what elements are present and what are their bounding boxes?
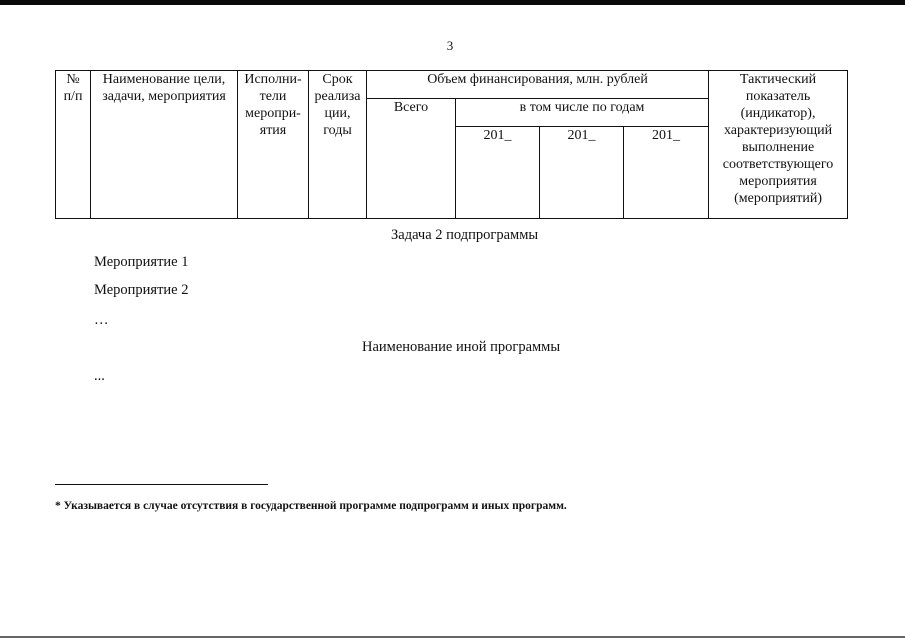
list-item: Мероприятие 2 xyxy=(94,282,189,298)
task-heading: Задача 2 подпрограммы xyxy=(391,227,539,243)
header-year-3: 201_ xyxy=(624,127,709,219)
header-term: Срок реализа ции, годы xyxy=(309,71,367,219)
footnote: * Указывается в случае отсутствия в государственной программе подпрограмм и иных программ. xyxy=(55,500,567,512)
header-executors: Исполни- тели меропри- ятия xyxy=(238,71,309,219)
list-item: ... xyxy=(94,368,105,384)
activities-table xyxy=(55,70,848,219)
header-funding-group: Объем финансирования, млн. рублей xyxy=(367,71,709,99)
scan-edge-bottom xyxy=(0,636,905,638)
header-number: № п/п xyxy=(56,71,91,219)
header-indicator: Тактический показатель (индикатор), характеризующий выполнение соответствующего мероприятия (мероприятий) xyxy=(709,71,848,219)
header-year-2: 201_ xyxy=(540,127,624,219)
header-funding-total: Всего xyxy=(367,99,456,219)
list-item: … xyxy=(94,312,109,328)
table-header-row xyxy=(56,71,848,99)
footnote-divider xyxy=(55,484,268,485)
other-program-heading: Наименование иной программы xyxy=(362,339,561,355)
header-name: Наименование цели, задачи, мероприятия xyxy=(91,71,238,219)
header-funding-by-years: в том числе по годам xyxy=(456,99,709,127)
page-number: 3 xyxy=(446,38,454,53)
list-item: Мероприятие 1 xyxy=(94,254,189,270)
header-year-1: 201_ xyxy=(456,127,540,219)
scan-edge-top xyxy=(0,0,905,5)
